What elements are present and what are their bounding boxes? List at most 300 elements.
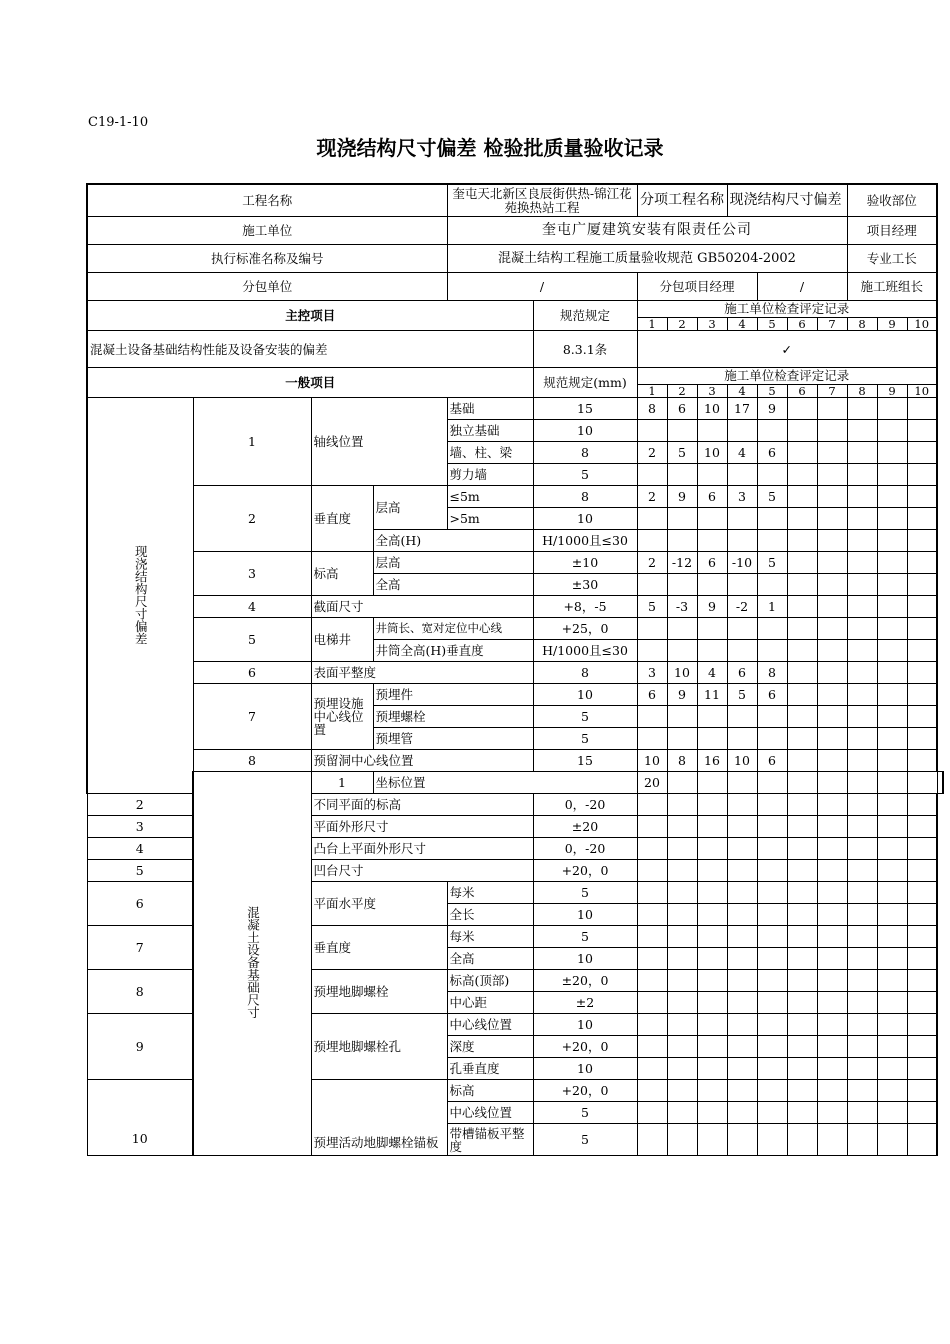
check-cell [877, 662, 907, 684]
check-cell [727, 816, 757, 838]
check-cell [667, 1036, 697, 1058]
check-cell [907, 926, 937, 948]
check-cell [667, 640, 697, 662]
sub-item-name: 孔垂直度 [447, 1058, 533, 1080]
spec-value: 10 [533, 1058, 637, 1080]
check-cell [757, 420, 787, 442]
check-cell [697, 508, 727, 530]
column-number: 1 [637, 318, 667, 331]
check-cell [787, 838, 817, 860]
check-cell [787, 772, 817, 794]
spec-value: 5 [533, 728, 637, 750]
item-number: 3 [193, 552, 311, 596]
check-cell [817, 772, 847, 794]
check-cell [877, 464, 907, 486]
group1-label: 现浇结构尺寸偏差 [87, 398, 193, 794]
subcontractor-label: 分包单位 [87, 273, 447, 301]
check-cell [787, 530, 817, 552]
sub-item-name: ≤5m [447, 486, 533, 508]
check-cell [787, 596, 817, 618]
check-cell [727, 948, 757, 970]
foreman-label: 专业工长 [847, 245, 937, 273]
check-cell [757, 904, 787, 926]
check-cell [757, 816, 787, 838]
check-cell [847, 662, 877, 684]
check-cell [727, 1058, 757, 1080]
check-cell [757, 794, 787, 816]
check-cell [847, 1014, 877, 1036]
check-value: 10 [697, 442, 727, 464]
check-cell [817, 398, 847, 420]
check-cell [877, 1102, 907, 1124]
sub-item-name: 中心线位置 [447, 1102, 533, 1124]
item-number: 2 [193, 486, 311, 552]
check-cell [847, 684, 877, 706]
check-cell [817, 640, 847, 662]
column-number: 4 [727, 318, 757, 331]
check-cell [877, 684, 907, 706]
check-cell [877, 398, 907, 420]
check-cell [877, 1080, 907, 1102]
check-cell [667, 530, 697, 552]
check-cell [787, 1058, 817, 1080]
check-cell [817, 574, 847, 596]
check-cell [697, 574, 727, 596]
check-cell [727, 420, 757, 442]
column-number: 6 [787, 385, 817, 398]
check-value: 2 [637, 486, 667, 508]
check-cell [787, 926, 817, 948]
check-cell [637, 530, 667, 552]
item-name: 预留洞中心线位置 [311, 750, 533, 772]
check-value: 10 [667, 662, 697, 684]
check-cell [637, 1102, 667, 1124]
check-cell [847, 618, 877, 640]
check-cell [847, 860, 877, 882]
check-cell [847, 1124, 877, 1156]
item-number: 5 [87, 860, 193, 882]
check-cell [697, 948, 727, 970]
check-cell [847, 948, 877, 970]
check-cell [787, 398, 817, 420]
check-cell [637, 1080, 667, 1102]
check-cell [697, 860, 727, 882]
check-cell [847, 596, 877, 618]
check-cell [877, 442, 907, 464]
table-row [87, 552, 943, 574]
check-cell [817, 1102, 847, 1124]
check-value: 9 [757, 398, 787, 420]
check-cell [727, 838, 757, 860]
check-cell [757, 640, 787, 662]
item-number: 9 [87, 1014, 193, 1080]
check-value: 2 [637, 552, 667, 574]
general-spec-label: 规范规定(mm) [533, 368, 637, 398]
check-cell [907, 662, 937, 684]
check-cell [847, 772, 877, 794]
check-cell [817, 838, 847, 860]
check-cell [697, 816, 727, 838]
check-cell [727, 1036, 757, 1058]
check-cell [847, 1058, 877, 1080]
check-cell [667, 926, 697, 948]
spec-value: 10 [533, 1014, 637, 1036]
check-cell [727, 904, 757, 926]
check-cell [637, 1014, 667, 1036]
check-cell [907, 794, 937, 816]
check-cell [697, 706, 727, 728]
check-cell [877, 882, 907, 904]
check-cell [817, 420, 847, 442]
check-cell [817, 486, 847, 508]
check-cell [877, 1036, 907, 1058]
item-number: 1 [193, 398, 311, 486]
item-number: 6 [193, 662, 311, 684]
check-cell [697, 772, 727, 794]
check-value: 6 [727, 662, 757, 684]
check-value: 9 [697, 596, 727, 618]
item-name: 标高 [311, 552, 373, 596]
check-cell [697, 530, 727, 552]
check-cell [877, 794, 907, 816]
check-value: 6 [697, 552, 727, 574]
check-cell [787, 750, 817, 772]
check-cell [667, 1014, 697, 1036]
check-cell [727, 1014, 757, 1036]
check-cell [907, 640, 937, 662]
check-cell [847, 728, 877, 750]
check-cell [727, 882, 757, 904]
check-cell [847, 508, 877, 530]
check-cell [787, 442, 817, 464]
check-cell [877, 1014, 907, 1036]
check-cell [877, 1058, 907, 1080]
spec-value: ±2 [533, 992, 637, 1014]
check-cell [907, 508, 937, 530]
item-name: 预埋地脚螺栓 [311, 970, 447, 1014]
subitem-label: 分项工程名称 [637, 184, 727, 217]
check-value: 6 [637, 684, 667, 706]
check-cell [877, 486, 907, 508]
check-cell [817, 684, 847, 706]
check-cell [877, 574, 907, 596]
check-cell [667, 904, 697, 926]
sub-item-name: 每米 [447, 882, 533, 904]
check-cell [877, 1124, 907, 1156]
header-row-subcontract [87, 273, 943, 301]
check-cell [877, 728, 907, 750]
item-number: 3 [87, 816, 193, 838]
construction-unit-label: 施工单位 [87, 217, 447, 245]
check-value: 9 [667, 486, 697, 508]
column-number: 7 [817, 318, 847, 331]
spec-value: +20，0 [533, 860, 637, 882]
check-cell [907, 420, 937, 442]
check-value: 6 [667, 398, 697, 420]
spec-value: +25，0 [533, 618, 637, 640]
check-cell [667, 970, 697, 992]
check-cell [757, 1014, 787, 1036]
sub-item-name: 每米 [447, 926, 533, 948]
check-cell [907, 574, 937, 596]
check-cell [817, 662, 847, 684]
spec-value: 8 [533, 486, 637, 508]
check-cell [847, 464, 877, 486]
check-cell [757, 464, 787, 486]
check-cell [727, 464, 757, 486]
check-cell [817, 442, 847, 464]
check-cell [667, 838, 697, 860]
check-cell [757, 618, 787, 640]
team-leader-label: 施工班组长 [847, 273, 937, 301]
check-cell [877, 948, 907, 970]
item-name: 凸台上平面外形尺寸 [311, 838, 533, 860]
check-cell [847, 794, 877, 816]
item-number: 5 [193, 618, 311, 662]
check-cell [907, 398, 937, 420]
spec-value: 5 [533, 464, 637, 486]
check-cell [727, 728, 757, 750]
check-cell [697, 992, 727, 1014]
check-cell [817, 1036, 847, 1058]
check-value: 5 [727, 684, 757, 706]
check-cell [817, 904, 847, 926]
check-cell [907, 816, 937, 838]
check-value: 6 [697, 486, 727, 508]
check-cell [847, 970, 877, 992]
check-cell [757, 970, 787, 992]
check-value: 10 [727, 750, 757, 772]
sub-group-label: 层高 [373, 486, 447, 530]
check-cell [787, 684, 817, 706]
main-control-spec-label: 规范规定 [533, 301, 637, 331]
check-cell [727, 530, 757, 552]
check-value: -12 [667, 552, 697, 574]
main-control-item: 混凝土设备基础结构性能及设备安装的偏差 [87, 331, 533, 368]
check-cell [907, 1014, 937, 1036]
check-cell [667, 1102, 697, 1124]
check-cell [667, 420, 697, 442]
check-cell [697, 1036, 727, 1058]
check-cell [667, 574, 697, 596]
check-cell [637, 838, 667, 860]
column-number: 6 [787, 318, 817, 331]
check-cell [697, 904, 727, 926]
check-cell [757, 1080, 787, 1102]
check-cell [637, 618, 667, 640]
check-cell [847, 882, 877, 904]
check-cell [907, 882, 937, 904]
check-cell [637, 1058, 667, 1080]
check-cell [787, 1102, 817, 1124]
check-cell [907, 596, 937, 618]
check-cell [907, 860, 937, 882]
check-cell [847, 442, 877, 464]
check-cell [907, 442, 937, 464]
spec-value: +20，0 [533, 1080, 637, 1102]
check-cell [727, 640, 757, 662]
spec-value: 10 [533, 420, 637, 442]
item-name: 截面尺寸 [311, 596, 533, 618]
acceptance-part-label: 验收部位 [847, 184, 937, 217]
check-cell [907, 838, 937, 860]
check-cell [637, 904, 667, 926]
check-cell [787, 970, 817, 992]
check-value: 9 [667, 684, 697, 706]
column-number: 4 [727, 385, 757, 398]
check-cell [787, 948, 817, 970]
check-cell [817, 728, 847, 750]
table-row [87, 596, 943, 618]
check-cell [907, 1080, 937, 1102]
check-cell [817, 948, 847, 970]
check-cell [727, 508, 757, 530]
check-cell [667, 860, 697, 882]
column-number: 9 [877, 385, 907, 398]
table-row [87, 772, 943, 794]
main-control-item-spec: 8.3.1条 [533, 331, 637, 368]
inspection-table [86, 183, 944, 1156]
check-value: 5 [757, 552, 787, 574]
check-cell [727, 970, 757, 992]
check-cell [757, 1058, 787, 1080]
check-cell [847, 816, 877, 838]
check-cell [667, 706, 697, 728]
check-cell [817, 926, 847, 948]
sub-item-name: 中心线位置 [447, 1014, 533, 1036]
check-value: 8 [757, 662, 787, 684]
check-cell [787, 508, 817, 530]
spec-value: 0，-20 [533, 794, 637, 816]
check-value: 17 [727, 398, 757, 420]
check-cell [907, 552, 937, 574]
sub-item-name: 全长 [447, 904, 533, 926]
table-row [87, 618, 943, 640]
subcontract-manager-value: / [757, 273, 847, 301]
column-number: 3 [697, 318, 727, 331]
check-cell [907, 1124, 937, 1156]
column-number: 9 [877, 318, 907, 331]
column-number: 8 [847, 385, 877, 398]
check-cell [697, 640, 727, 662]
check-cell [877, 420, 907, 442]
check-cell [787, 860, 817, 882]
spec-value: +20，0 [533, 1036, 637, 1058]
check-cell [817, 816, 847, 838]
subitem-value: 现浇结构尺寸偏差 [727, 184, 847, 217]
check-cell [667, 772, 697, 794]
check-value: -10 [727, 552, 757, 574]
spec-value: ±20，0 [533, 970, 637, 992]
check-cell [637, 860, 667, 882]
check-cell [697, 618, 727, 640]
check-cell [907, 530, 937, 552]
check-cell [907, 618, 937, 640]
check-cell [847, 486, 877, 508]
check-cell [847, 750, 877, 772]
check-cell [817, 508, 847, 530]
check-cell [787, 464, 817, 486]
check-cell [697, 926, 727, 948]
sub-item-name: 全高 [447, 948, 533, 970]
check-cell [907, 728, 937, 750]
table-row [87, 662, 943, 684]
check-cell [727, 1102, 757, 1124]
check-value: 10 [637, 750, 667, 772]
check-cell [907, 684, 937, 706]
check-cell [817, 860, 847, 882]
project-name-label: 工程名称 [87, 184, 447, 217]
check-cell [787, 1014, 817, 1036]
check-cell [817, 1058, 847, 1080]
check-cell [637, 882, 667, 904]
column-number: 5 [757, 318, 787, 331]
spec-value: 15 [533, 750, 637, 772]
project-name-value: 奎屯天北新区良辰街供热-锦江花苑换热站工程 [447, 184, 637, 217]
check-cell [637, 1124, 667, 1156]
column-number: 2 [667, 318, 697, 331]
check-cell [907, 1058, 937, 1080]
spec-value: 5 [533, 926, 637, 948]
check-cell [787, 1036, 817, 1058]
item-number: 8 [87, 970, 193, 1014]
sub-item-name: 预埋件 [373, 684, 533, 706]
check-cell [787, 420, 817, 442]
check-cell [877, 904, 907, 926]
check-cell [637, 574, 667, 596]
check-cell [757, 992, 787, 1014]
check-value: 5 [637, 596, 667, 618]
check-cell [757, 574, 787, 596]
check-cell [697, 420, 727, 442]
check-cell [637, 948, 667, 970]
form-title: 现浇结构尺寸偏差 检验批质量验收记录 [316, 136, 664, 160]
main-control-record-label: 施工单位检查评定记录 [637, 301, 937, 318]
item-number: 6 [87, 882, 193, 926]
check-cell [877, 530, 907, 552]
check-cell [667, 1058, 697, 1080]
check-cell [817, 970, 847, 992]
check-cell [877, 618, 907, 640]
check-cell [847, 530, 877, 552]
check-cell [847, 1036, 877, 1058]
check-cell [667, 1080, 697, 1102]
item-name: 不同平面的标高 [311, 794, 533, 816]
item-name: 预埋设施中心线位置 [311, 684, 373, 750]
item-name: 电梯井 [311, 618, 373, 662]
check-cell [817, 618, 847, 640]
check-cell [697, 1102, 727, 1124]
check-cell [877, 640, 907, 662]
item-name: 坐标位置 [373, 772, 637, 794]
spec-value: 10 [533, 948, 637, 970]
sub-item-name: 层高 [373, 552, 533, 574]
spec-value: 5 [533, 1102, 637, 1124]
check-value: 2 [637, 442, 667, 464]
check-cell [637, 992, 667, 1014]
check-cell [847, 926, 877, 948]
item-number: 8 [193, 750, 311, 772]
check-cell [817, 1014, 847, 1036]
check-cell [787, 992, 817, 1014]
check-cell [877, 750, 907, 772]
check-cell [787, 552, 817, 574]
check-cell [817, 596, 847, 618]
check-cell [667, 618, 697, 640]
sub-item-name: 井筒长、宽对定位中心线 [373, 618, 533, 640]
check-cell [757, 926, 787, 948]
check-cell [697, 970, 727, 992]
